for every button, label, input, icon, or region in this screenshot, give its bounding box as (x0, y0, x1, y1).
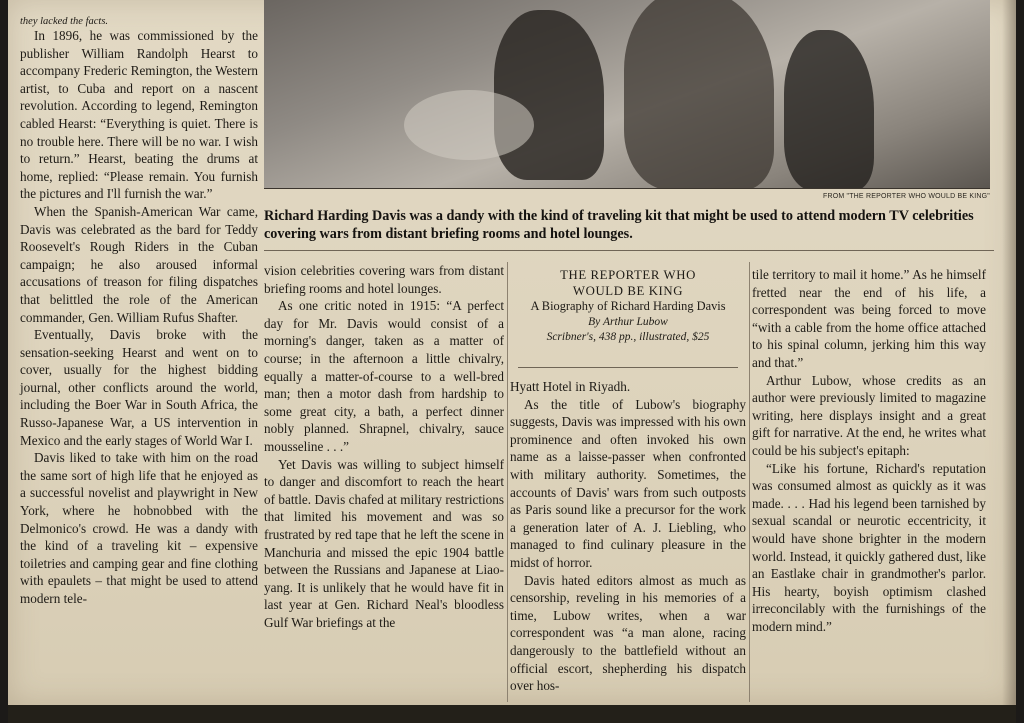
book-subtitle: A Biography of Richard Harding Davis (530, 299, 726, 313)
paragraph: As the title of Lubow's biography suggests, Davis was impressed with his own prominence and often invoked his own name as a laisse-passer when confronted with military authority. Sometimes, the accounts of Davis' wars from such outposts as Paris sound like a precursor for the work a generation later of A. J. Liebling, who managed to find culinary pleasure in the midst of horror. (510, 396, 746, 570)
column-divider (749, 262, 750, 702)
paragraph: Hyatt Hotel in Riyadh. (510, 379, 631, 394)
article-column-2 (264, 262, 504, 631)
paragraph: Yet Davis was willing to subject himself to danger and discomfort to reach the heart of battle. Davis chafed at military restrictions that limited his movement and was so frustrated by red tape that he left the scene in Manchuria and missed the epic 1904 battle between the Russians and Japanese at Liao-yang. It is unlikely that he would have fit in last year at Gen. Richard Neal's bloodless Gulf War briefings at the (264, 456, 504, 630)
newspaper-clipping (8, 0, 1016, 705)
background-edge (8, 705, 1016, 723)
paragraph: In 1896, he was commissioned by the publisher William Randolph Hearst to accompany Frederic Remington, the Western artist, to Cuba and report on a nascent revolution. According to legend, Remington cabled Hearst: “Everything is quiet. There is no trouble here. There will be no war. I wish to return.” Hearst, beating the drums at home, replied: “Please remain. You furnish the pictures and I'll furnish the war.” (20, 28, 258, 202)
paragraph: As one critic noted in 1915: “A perfect day for Mr. Davis would consist of a morning's danger, taken as a matter of course; in the afternoon a little chivalry, equally a matter-of-course to a well-bred man; then a motor dash from hardship to some great city, a bath, a perfect dinner nobly planned. Shrapnel, chivalry, sauce mousseline . . .” (264, 298, 504, 454)
paragraph: Eventually, Davis broke with the sensation-seeking Hearst and went on to cover, usually for the highest bidding journal, other conflicts around the world, including the Boer War in South Africa, the Russo-Japanese War, a US intervention in Mexico and the early stages of World War I. (20, 327, 258, 448)
paragraph: “Like his fortune, Richard's reputation was consumed almost as quickly as it was made. . . . Had his legend been tarnished by sexual scandal or neurotic eccentricity, it would have shone brighter in the modern world. Instead, it quickly gathered dust, like an Eastlake chair in grandmother's parlor. His hearty, boyish optimism clashed irreconcilably with the furnishings of the modern mind.” (752, 460, 986, 634)
paragraph: tile territory to mail it home.” As he himself fretted near the end of his life, a correspondent was being forced to move “with a cable from the home office attached to his spinal column, jerking him this way and that.” (752, 267, 986, 370)
caption-divider (264, 250, 994, 251)
article-column-4 (752, 266, 986, 635)
paragraph: Arthur Lubow, whose credits as an author were previously limited to magazine writing, here displays insight and a great gift for narrative. At the end, he writes what could be his subject's epitaph: (752, 372, 986, 458)
column-kicker: they lacked the facts. (20, 16, 109, 27)
paragraph: When the Spanish-American War came, Davis was celebrated as the bard for Teddy Roosevelt's Rough Riders in the Cuban campaign; he also aroused informal accusations of treason for filing dispatches that belittled the role of the American commander, Gen. William Rufus Shafter. (20, 203, 258, 325)
paragraph: Davis liked to take with him on the road the same sort of high life that he enjoyed as a successful novelist and playwright in New York, where he hobnobbed with the Delmonico's crowd. He was a dandy with the kind of a traveling kit – expensive toiletries and camping gear and fine clothing with epaulets – that might be used to attend modern tele- (20, 450, 258, 606)
book-info-box (512, 268, 744, 368)
photo-caption: Richard Harding Davis was a dandy with the kind of traveling kit that might be used to attend modern TV celebrities covering wars from distant briefing rooms and hotel lounges. (264, 208, 974, 242)
paragraph: Davis hated editors almost as much as censorship, reveling in his memories of a time, Lubow writes, when a war correspondent was “a man alone, racing dangerously to the battlefield without an official escort, shepherding his dispatch over hos- (510, 572, 746, 694)
book-title-line-2: WOULD BE KING (572, 283, 684, 298)
article-column-3 (510, 378, 746, 695)
book-publisher: Scribner's, 438 pp., illustrated, $25 (546, 331, 710, 343)
paragraph: vision celebrities covering wars from distant briefing rooms and hotel lounges. (264, 263, 504, 296)
book-author: By Arthur Lubow (588, 315, 668, 328)
book-box-rule (518, 367, 738, 368)
article-column-1 (20, 16, 258, 608)
article-photo (264, 0, 990, 189)
book-title-line-1: THE REPORTER WHO (560, 268, 696, 282)
photo-credit: FROM "THE REPORTER WHO WOULD BE KING" (822, 193, 990, 200)
column-divider (507, 262, 508, 702)
